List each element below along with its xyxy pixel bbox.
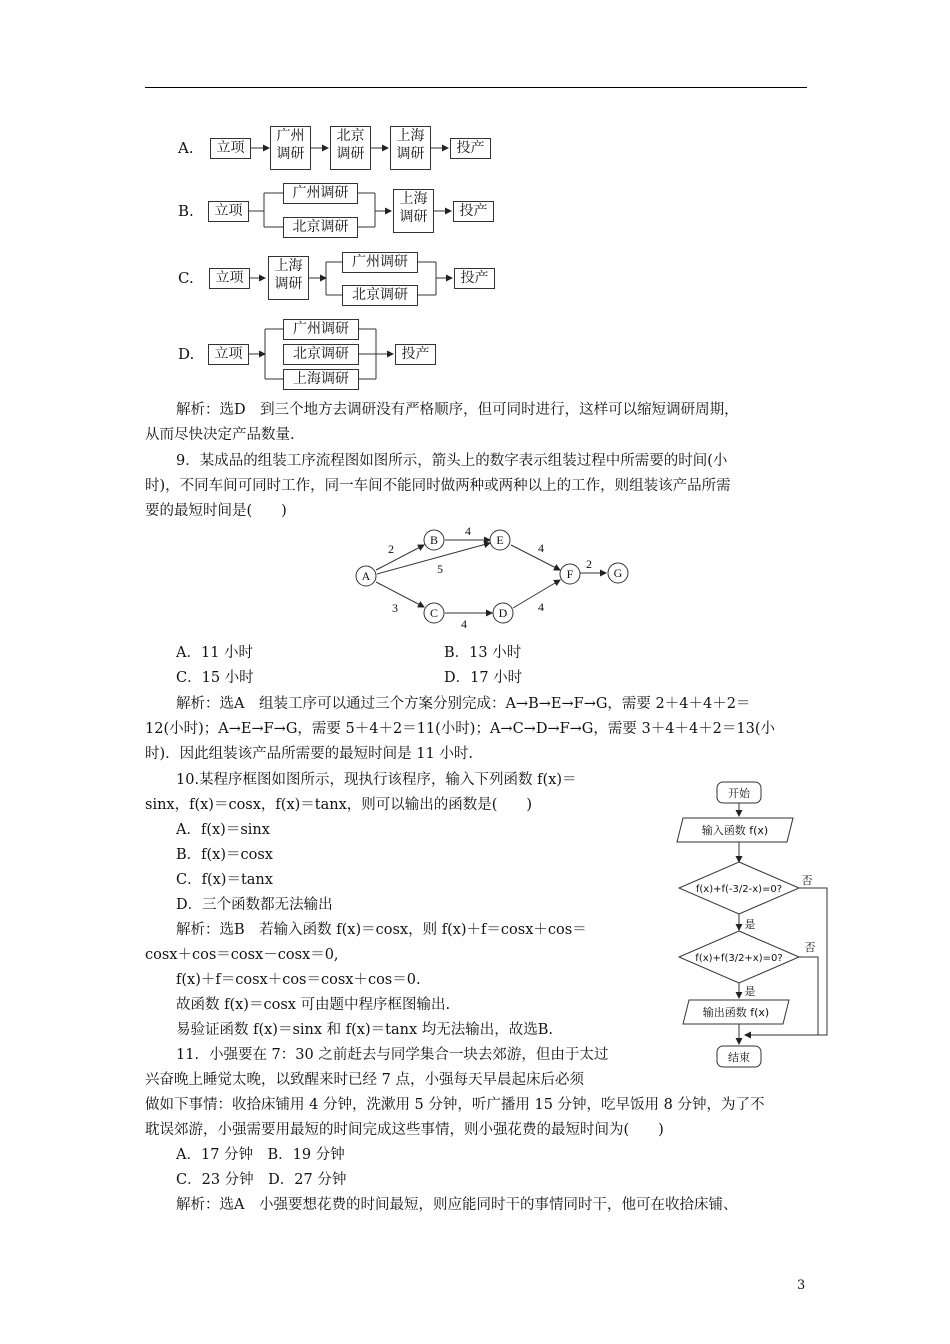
q11-line2: 兴奋晚上睡觉太晚，以致醒来时已经 7 点，小强每天早晨起床后必须 [145, 1072, 584, 1088]
q11-line1: 11．小强要在 7：30 之前赶去与同学集合一块去郊游，但由于太过 [176, 1047, 609, 1063]
flow-yes1-label: 是 [744, 918, 756, 931]
survey-line2: 调研 [399, 209, 428, 225]
q9-option-a: A．11 小时 [176, 645, 254, 661]
q11-line4: 耽误郊游，小强需要用最短的时间完成这些事情，则小强花费的最短时间为( ) [145, 1122, 664, 1138]
q10-line2: sinx，f(x)＝cosx，f(x)＝tanx，则可以输出的函数是( ) [145, 797, 533, 813]
q9-line1: 9．某成品的组装工序流程图如图所示，箭头上的数字表示组装过程中所需要的时间(小 [176, 453, 728, 469]
q10-explanation-line4: 故函数 f(x)＝cosx 可由题中程序框图输出. [176, 997, 451, 1013]
q8-explanation-line1: 解析：选D 到三个地方去调研没有严格顺序，但可同时进行，这样可以缩短调研周期， [176, 402, 739, 418]
option-b-start-box: 立项 [208, 201, 249, 222]
q9-option-c: C．15 小时 [176, 670, 254, 686]
node-g-label: G [613, 566, 623, 580]
q9-line3: 要的最短时间是( ) [145, 503, 287, 519]
option-c-letter: C. [178, 269, 194, 287]
node-f-label: F [566, 567, 574, 581]
flow-start-label: 开始 [728, 787, 750, 800]
q11-line3: 做如下事情：收拾床铺用 4 分钟，洗漱用 5 分钟，听广播用 15 分钟，吃早饭用 8 分钟，为了不 [145, 1097, 765, 1113]
q10-line1: 10.某程序框图如图所示，现执行该程序，输入下列函数 f(x)＝ [176, 772, 577, 788]
q8-explanation-line2: 从而尽快决定产品数量. [145, 427, 295, 443]
weight-a-c: 3 [392, 601, 398, 615]
node-c-label: C [429, 606, 439, 620]
weight-a-b: 2 [388, 542, 394, 556]
q11-options-cd: C．23 分钟 D．27 分钟 [176, 1172, 347, 1188]
q10-option-d: D．三个函数都无法输出 [176, 897, 333, 913]
option-b-beijing-box: 北京调研 [283, 217, 358, 238]
survey-line2: 调研 [274, 276, 303, 292]
q9-explanation-line3: 时)．因此组装该产品所需要的最短时间是 11 小时. [145, 746, 473, 762]
q9-option-d: D．17 小时 [444, 670, 523, 686]
flow-no1-label: 否 [801, 874, 813, 887]
option-d-letter: D. [178, 345, 195, 363]
option-d-start-box: 立项 [208, 344, 249, 365]
q10-option-a: A．f(x)＝sinx [176, 822, 270, 838]
q10-explanation-line1: 解析：选B 若输入函数 f(x)＝cosx，则 f(x)＋f＝cosx＋cos＝ [176, 922, 587, 938]
option-c-start-box: 立项 [209, 268, 250, 289]
option-b-end-box: 投产 [453, 201, 494, 222]
q11-options-ab: A．17 分钟 B．19 分钟 [176, 1147, 345, 1163]
q9-option-b: B．13 小时 [444, 645, 522, 661]
guangzhou-line1: 广州 [276, 128, 305, 144]
weight-e-f: 4 [538, 541, 544, 555]
survey-line2: 调研 [396, 146, 425, 162]
q11-explanation-line1: 解析：选A 小强要想花费的时间最短，则应能同时干的事情同时干，他可在收拾床铺、 [176, 1197, 738, 1213]
q10-option-c: C．f(x)＝tanx [176, 872, 273, 888]
option-d-beijing-box: 北京调研 [283, 344, 359, 365]
q10-explanation-line2: cosx＋cos＝cosx－cosx＝0, [145, 947, 339, 963]
node-b-label: B [429, 533, 439, 547]
weight-b-e: 4 [465, 524, 471, 538]
shanghai-line1: 上海 [396, 128, 425, 144]
option-a-start-box: 立项 [210, 138, 251, 159]
option-b-guangzhou-box: 广州调研 [283, 183, 358, 204]
shanghai-line1: 上海 [399, 191, 428, 207]
flow-output-label: 输出函数 f(x) [702, 1006, 770, 1019]
node-a-label: A [361, 569, 371, 583]
option-a-letter: A. [178, 139, 194, 157]
survey-line2: 调研 [336, 146, 365, 162]
q10-explanation-line5: 易验证函数 f(x)＝sinx 和 f(x)＝tanx 均无法输出，故选B. [176, 1022, 553, 1038]
shanghai-line1: 上海 [274, 258, 303, 274]
page-number: 3 [797, 1278, 806, 1293]
flow-yes2-label: 是 [744, 985, 756, 998]
option-c-guangzhou-box: 广州调研 [342, 252, 418, 273]
option-b-letter: B. [178, 202, 194, 220]
flow-no2-label: 否 [804, 941, 816, 954]
option-d-shanghai-box: 上海调研 [283, 369, 359, 390]
flow-end-label: 结束 [728, 1051, 750, 1064]
survey-line2: 调研 [276, 146, 305, 162]
node-d-label: D [498, 606, 508, 620]
q9-line2: 时)，不同车间可同时工作，同一车间不能同时做两种或两种以上的工作，则组装该产品所需 [145, 478, 731, 494]
node-e-label: E [496, 533, 504, 547]
option-c-beijing-box: 北京调研 [342, 285, 418, 306]
q10-option-b: B．f(x)＝cosx [176, 847, 273, 863]
beijing-line1: 北京 [336, 128, 365, 144]
weight-c-d: 4 [461, 617, 467, 631]
q10-explanation-line3: f(x)＋f＝cosx＋cos＝cosx＋cos＝0. [176, 972, 421, 988]
flow-input-label: 输入函数 f(x) [701, 824, 769, 837]
option-d-guangzhou-box: 广州调研 [283, 319, 359, 340]
weight-a-e: 5 [437, 562, 443, 576]
weight-f-g: 2 [586, 557, 592, 571]
weight-d-f: 4 [538, 600, 544, 614]
option-a-end-box: 投产 [450, 138, 491, 159]
flow-decision1-label: f(x)+f(-3/2-x)=0? [695, 884, 783, 895]
q9-explanation-line1: 解析：选A 组装工序可以通过三个方案分别完成：A→B→E→F→G，需要 2＋4＋4＋2＝ [176, 696, 751, 712]
option-d-end-box: 投产 [395, 344, 436, 365]
flow-decision2-label: f(x)+f(3/2+x)=0? [695, 953, 783, 964]
option-c-end-box: 投产 [454, 268, 495, 289]
q9-explanation-line2: 12(小时)；A→E→F→G，需要 5＋4＋2＝11(小时)；A→C→D→F→G，需要 3＋4＋4＋2＝13(小 [145, 721, 776, 737]
